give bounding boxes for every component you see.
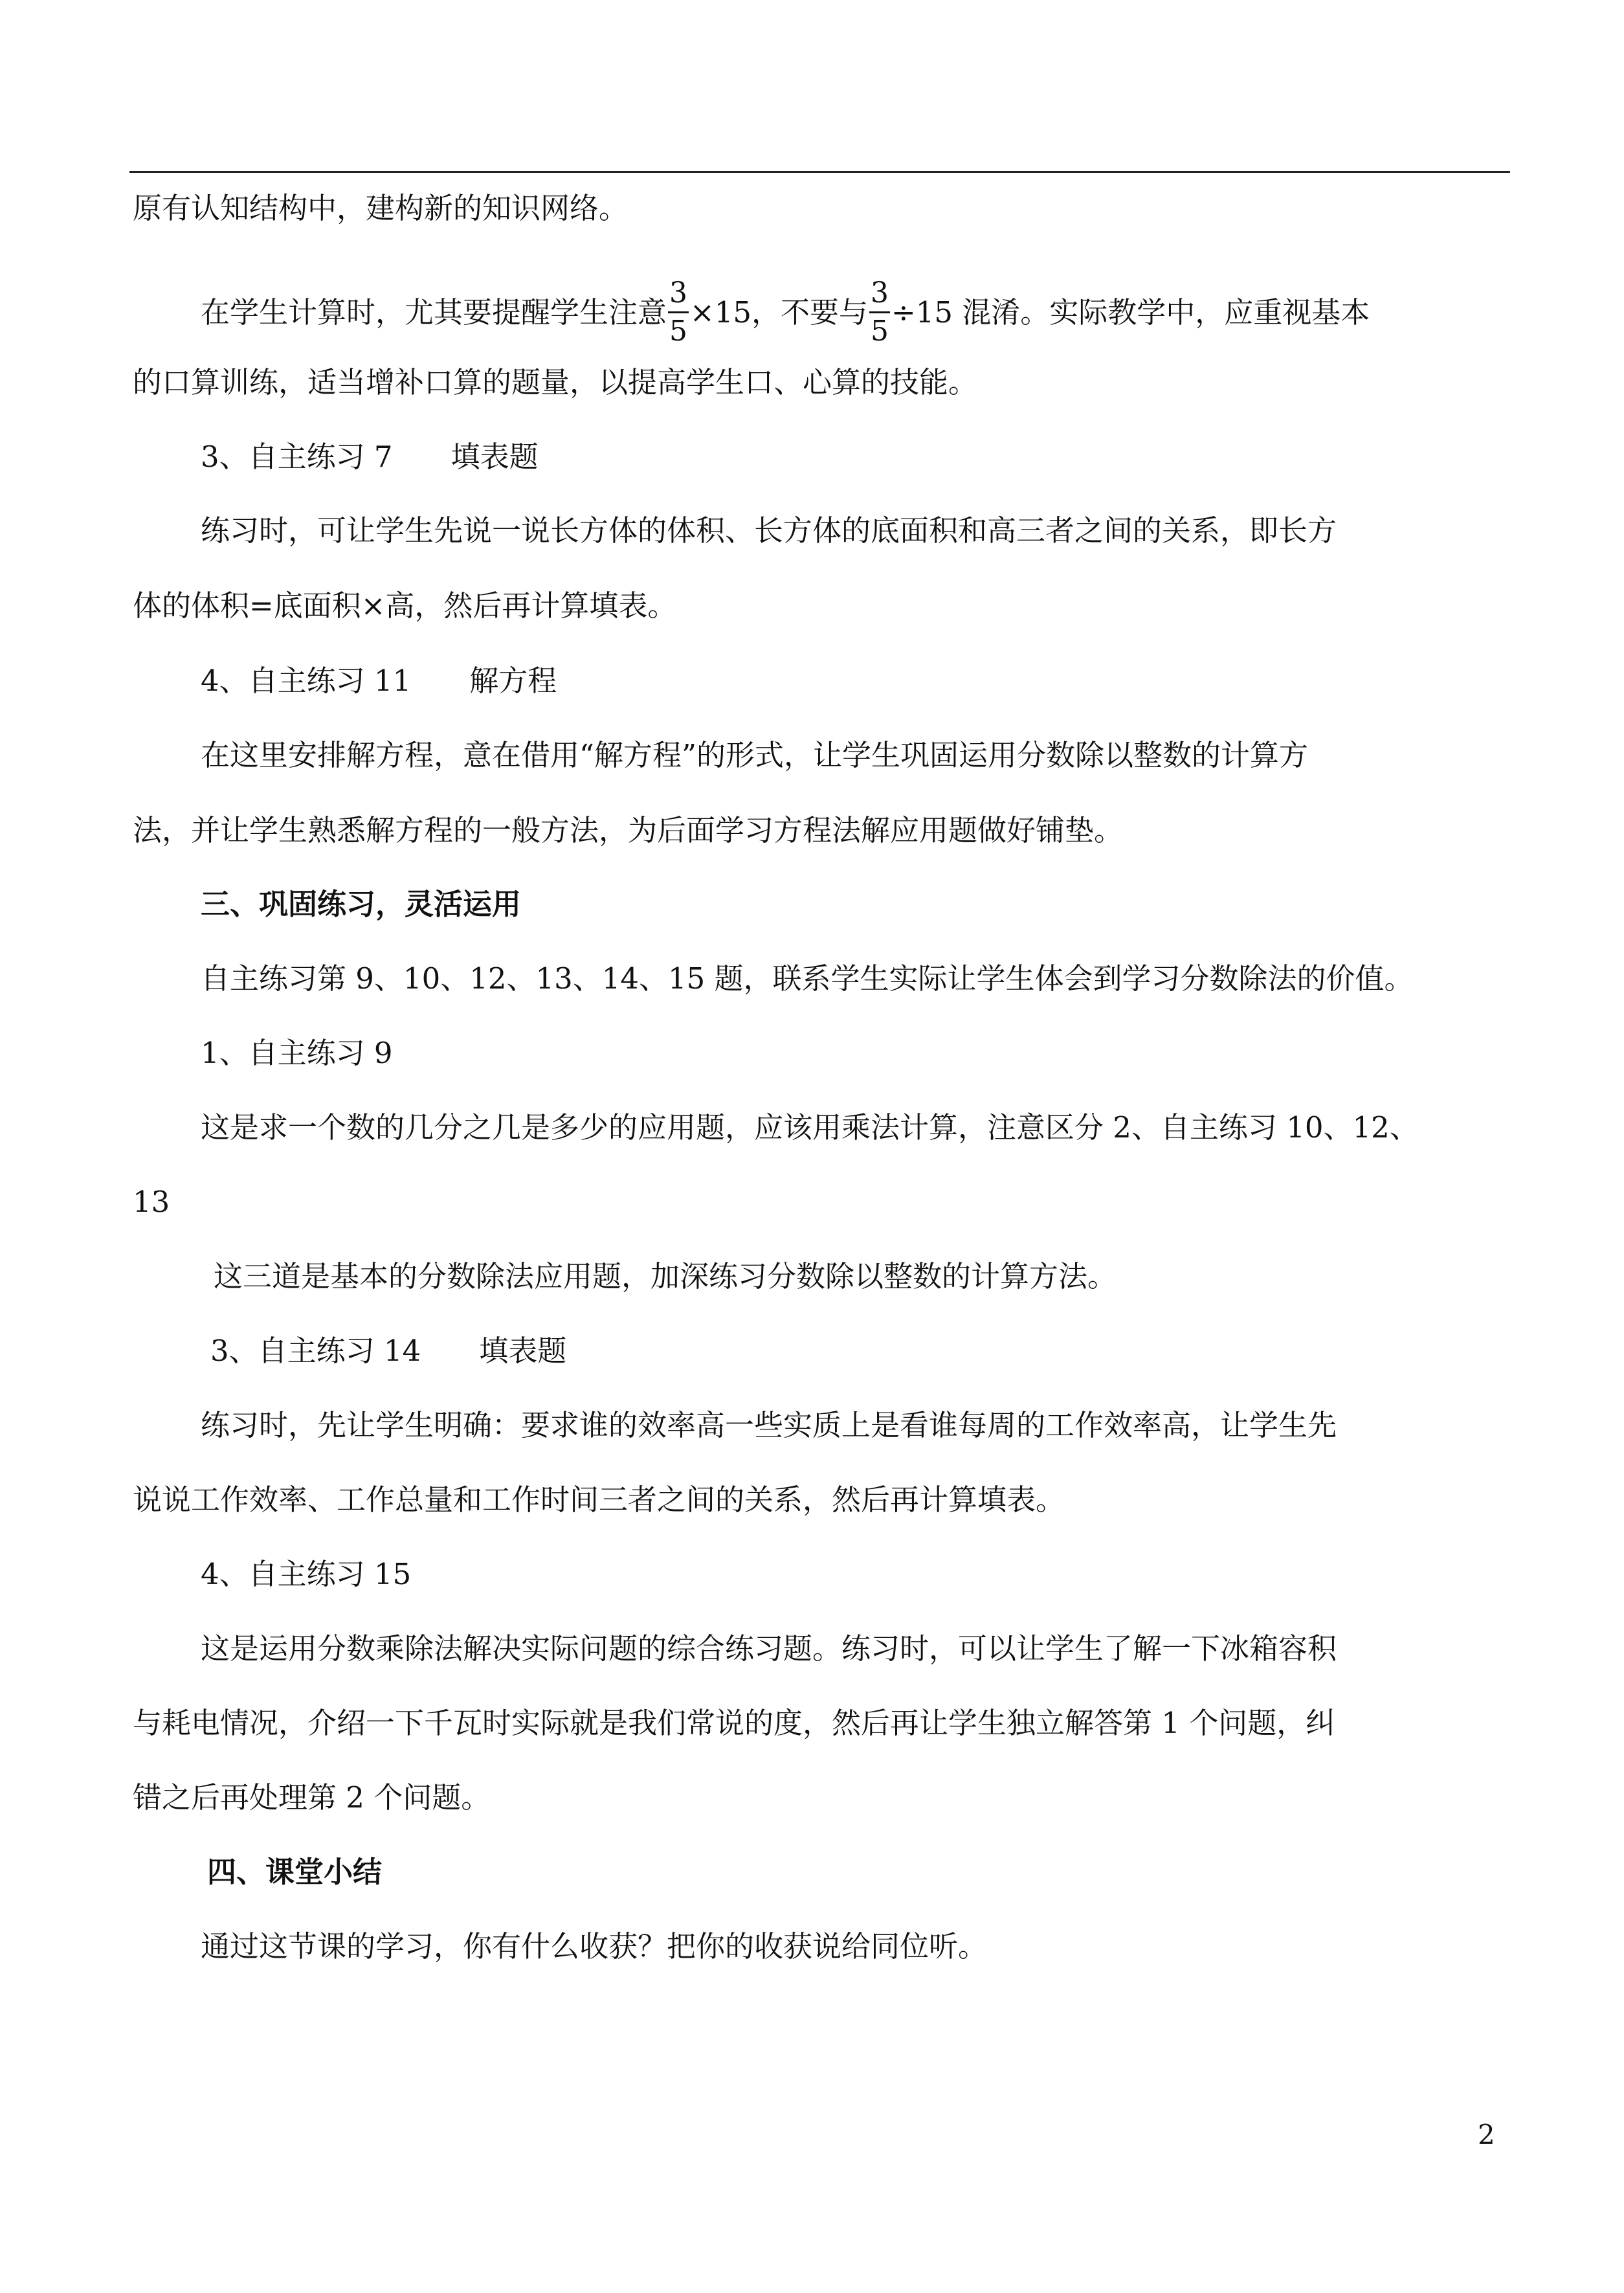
text-line: 原有认知结构中，建构新的知识网络。 — [133, 191, 628, 225]
text-line: 13 — [133, 1185, 170, 1219]
fraction — [869, 276, 890, 348]
text-segment: 在学生计算时，尤其要提醒学生注意 — [201, 295, 667, 330]
text-line: 1、自主练习 9 — [201, 1036, 393, 1070]
text-line: 3、自主练习 14 填表题 — [210, 1334, 567, 1368]
fraction-denominator: 5 — [669, 315, 688, 348]
text-line: 在这里安排解方程，意在借用“解方程”的形式，让学生巩固运用分数除以整数的计算方 — [201, 738, 1309, 772]
text-line: 练习时，先让学生明确：要求谁的效率高一些实质上是看谁每周的工作效率高，让学生先 — [201, 1408, 1337, 1442]
page-number: 2 — [1478, 2119, 1495, 2151]
text-line: 的口算训练，适当增补口算的题量，以提高学生口、心算的技能。 — [133, 365, 978, 399]
text-line: 法，并让学生熟悉解方程的一般方法，为后面学习方程法解应用题做好铺垫。 — [133, 813, 1124, 847]
text-line: 体的体积=底面积×高，然后再计算填表。 — [133, 588, 677, 623]
text-segment: ×15，不要与 — [690, 295, 868, 330]
text-line: 错之后再处理第 2 个问题。 — [133, 1780, 491, 1815]
text-line: 练习时，可让学生先说一说长方体的体积、长方体的底面积和高三者之间的关系，即长方 — [201, 513, 1337, 548]
section-heading: 四、课堂小结 — [207, 1855, 383, 1889]
text-line: 4、自主练习 15 — [201, 1557, 412, 1591]
fraction-denominator: 5 — [870, 315, 889, 348]
text-line: 这是运用分数乘除法解决实际问题的综合练习题。练习时，可以让学生了解一下冰箱容积 — [201, 1631, 1337, 1666]
fraction-numerator: 3 — [668, 279, 689, 313]
section-heading: 三、巩固练习，灵活运用 — [201, 887, 522, 921]
text-line: 与耗电情况，介绍一下千瓦时实际就是我们常说的度，然后再让学生独立解答第 1 个问题，纠 — [133, 1706, 1335, 1740]
text-line-with-fractions — [201, 276, 1370, 348]
text-line: 自主练习第 9、10、12、13、14、15 题，联系学生实际让学生体会到学习分数除法的价值。 — [201, 961, 1414, 996]
text-segment: ÷15 混淆。实际教学中，应重视基本 — [891, 295, 1370, 330]
text-line: 说说工作效率、工作总量和工作时间三者之间的关系，然后再计算填表。 — [133, 1482, 1065, 1517]
fraction — [668, 276, 689, 348]
text-line: 这三道是基本的分数除法应用题，加深练习分数除以整数的计算方法。 — [214, 1259, 1117, 1293]
fraction-numerator: 3 — [869, 279, 890, 313]
header-rule — [129, 171, 1510, 173]
text-line: 4、自主练习 11 解方程 — [201, 664, 557, 698]
text-line: 通过这节课的学习，你有什么收获？把你的收获说给同位听。 — [201, 1929, 988, 1963]
text-line: 这是求一个数的几分之几是多少的应用题，应该用乘法计算，注意区分 2、自主练习 10、12、 — [201, 1110, 1419, 1145]
text-line: 3、自主练习 7 填表题 — [201, 440, 539, 474]
